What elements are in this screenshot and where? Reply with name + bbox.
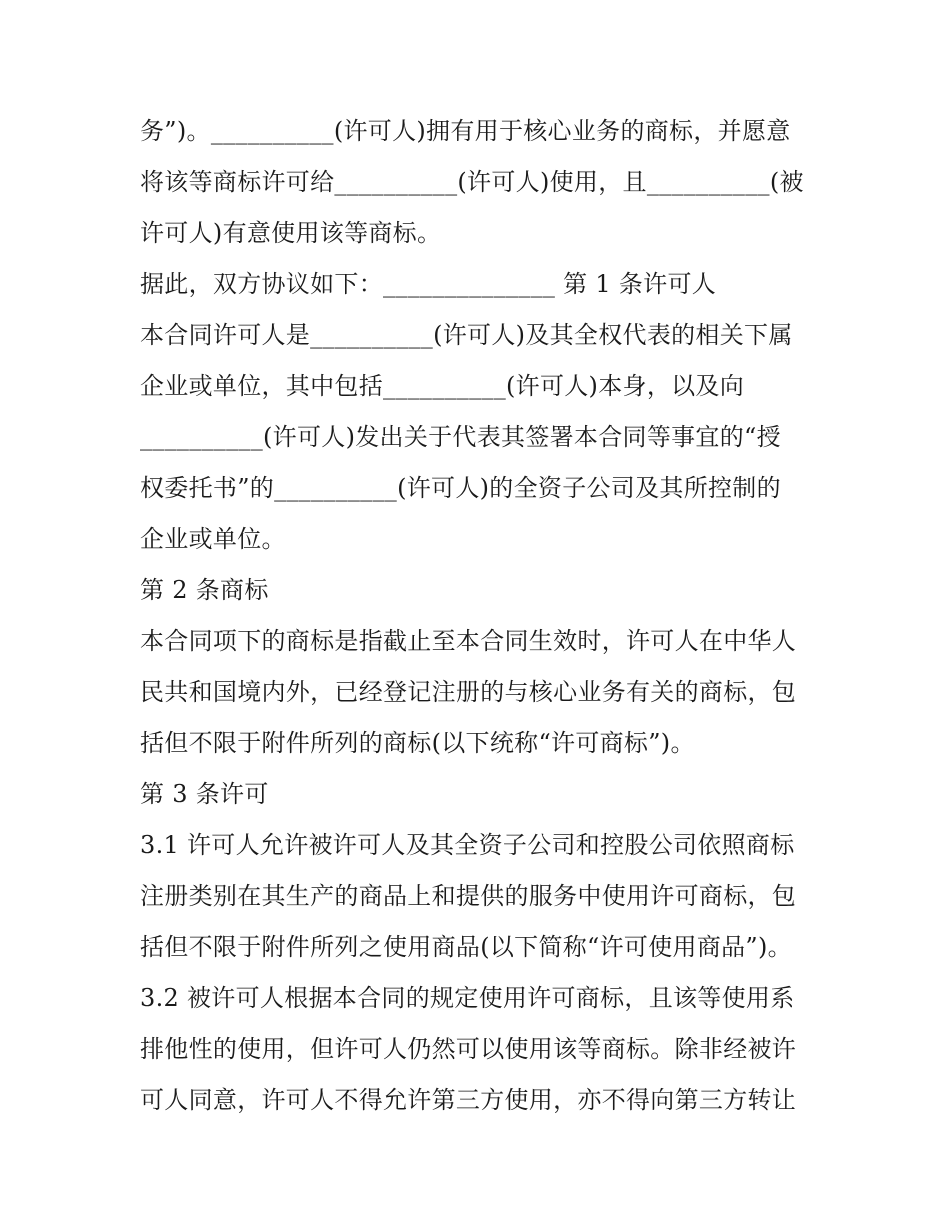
section-heading-3: 第 3 条许可 <box>140 780 269 808</box>
text-line-13: 括但不限于附件所列的商标(以下统称“许可商标”)。 <box>140 729 695 757</box>
text-line-11: 本合同项下的商标是指截止至本合同生效时，许可人在中华人 <box>140 627 797 655</box>
text-line-18: 3.2 被许可人根据本合同的规定使用许可商标，且该等使用系 <box>140 984 795 1012</box>
text-line-5: 本合同许可人是__________(许可人)及其全权代表的相关下属 <box>140 321 793 349</box>
text-line-3: 许可人)有意使用该等商标。 <box>140 219 442 247</box>
text-line-2: 将该等商标许可给__________(许可人)使用，且__________(被 <box>140 168 804 196</box>
text-line-17: 括但不限于附件所列之使用商品(以下简称“许可使用商品”)。 <box>140 933 792 961</box>
text-line-9: 企业或单位。 <box>140 525 286 553</box>
text-line-15: 3.1 许可人允许被许可人及其全资子公司和控股公司依照商标 <box>140 831 795 859</box>
text-line-8: 权委托书”的__________(许可人)的全资子公司及其所控制的 <box>140 474 781 502</box>
text-line-6: 企业或单位，其中包括__________(许可人)本身，以及向 <box>140 372 745 400</box>
text-line-7: __________(许可人)发出关于代表其签署本合同等事宜的“授 <box>140 423 781 451</box>
text-line-16: 注册类别在其生产的商品上和提供的服务中使用许可商标，包 <box>140 882 797 910</box>
text-line-4: 据此，双方协议如下：______________ 第 1 条许可人 <box>140 270 717 298</box>
text-line-19: 排他性的使用，但许可人仍然可以使用该等商标。除非经被许 <box>140 1035 797 1063</box>
document-body <box>140 106 820 1126</box>
section-heading-2: 第 2 条商标 <box>140 576 269 604</box>
text-line-12: 民共和国境内外，已经登记注册的与核心业务有关的商标，包 <box>140 678 797 706</box>
text-line-20: 可人同意，许可人不得允许第三方使用，亦不得向第三方转让 <box>140 1086 797 1114</box>
text-line-1: 务”)。__________(许可人)拥有用于核心业务的商标，并愿意 <box>140 117 791 145</box>
